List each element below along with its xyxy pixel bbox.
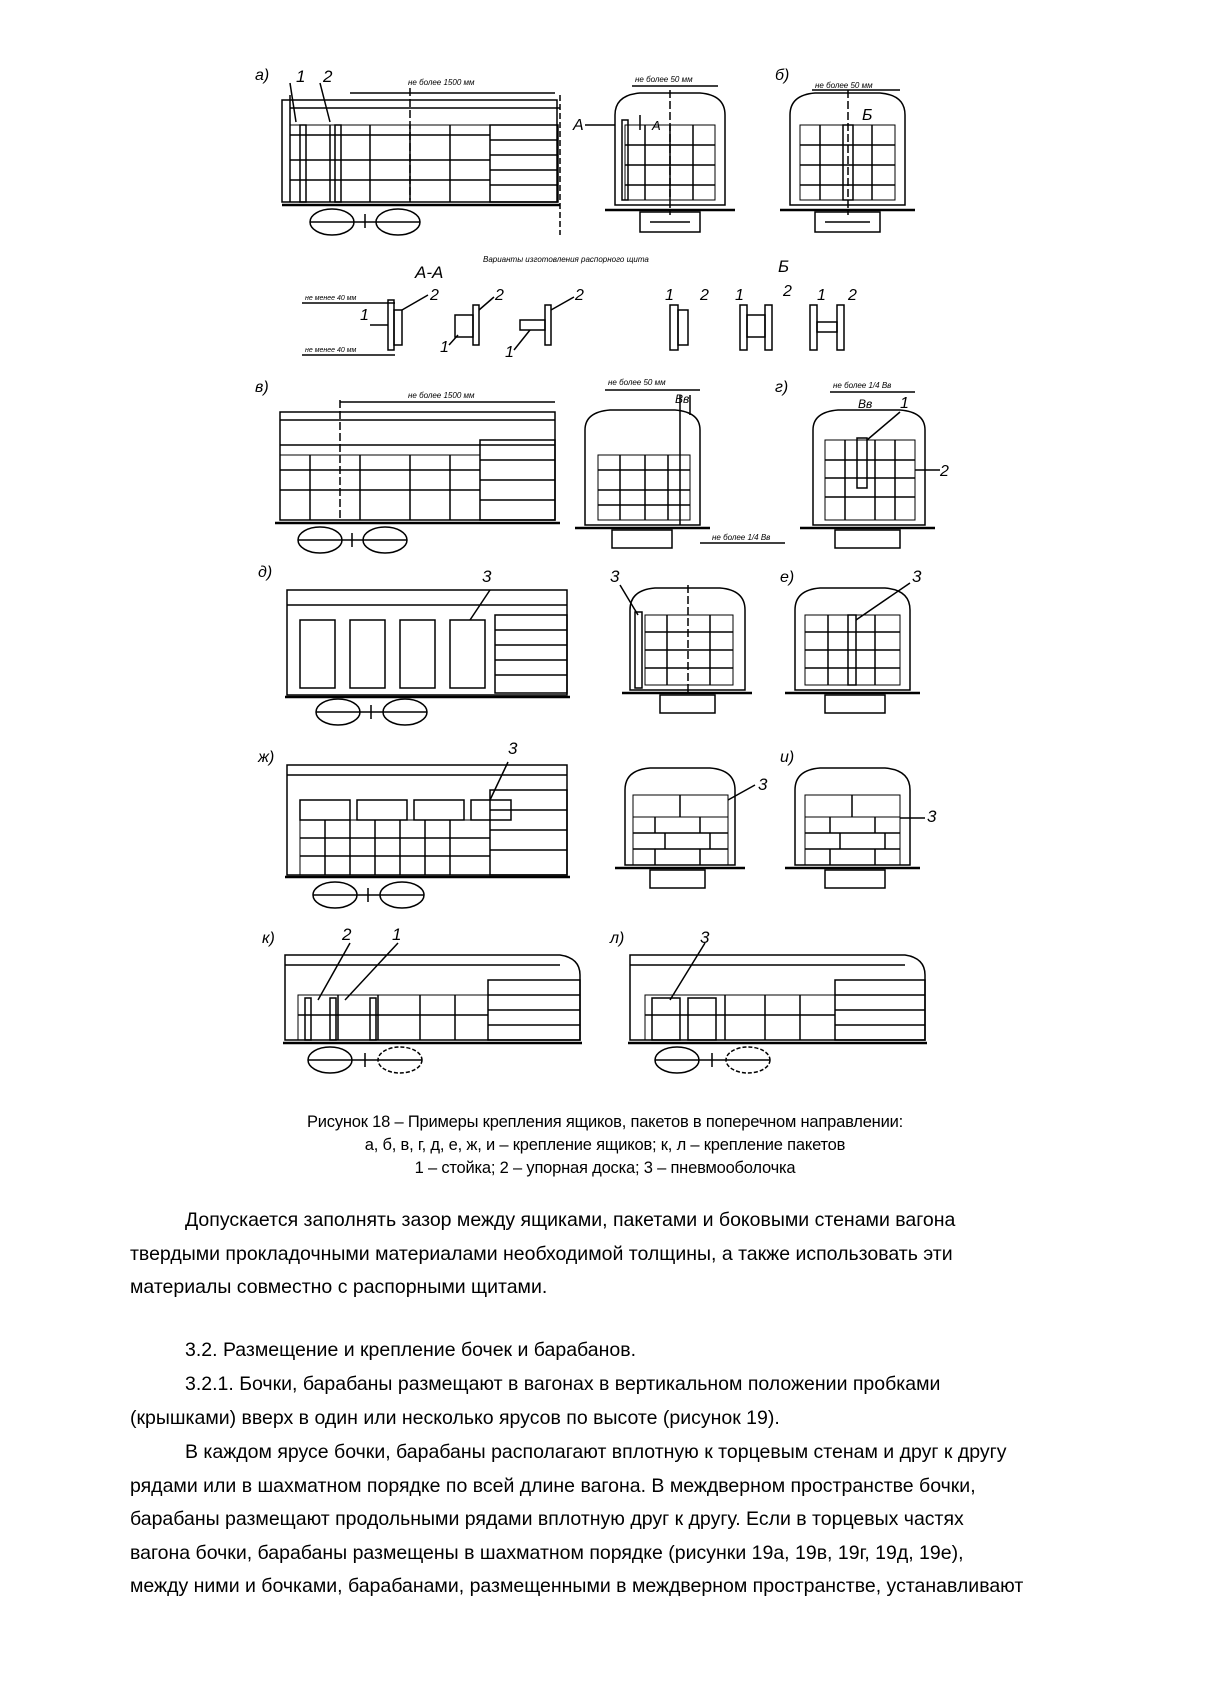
callout-3: 3 bbox=[912, 567, 922, 586]
panel-a-end-view bbox=[572, 75, 735, 232]
arrow-label-a: А bbox=[573, 117, 584, 134]
text-line: барабаны размещают продольными рядами вплотную друг к другу. Если в торцевых частях bbox=[130, 1508, 964, 1530]
callout-1: 1 bbox=[665, 287, 674, 304]
panel-label: а) bbox=[255, 67, 270, 84]
dimension-label: не менее 40 мм bbox=[305, 347, 357, 354]
panel-label: б) bbox=[775, 67, 790, 84]
text-line: между ними и бочками, барабанами, размещенными в междверном пространстве, устанавливают bbox=[130, 1575, 1024, 1597]
panel-label: л) bbox=[610, 930, 625, 947]
text-line: рядами или в шахматном порядке по всей длине вагона. В междверном пространстве бочки, bbox=[130, 1474, 976, 1497]
callout-2: 2 bbox=[430, 287, 439, 304]
callout-2: 2 bbox=[940, 463, 949, 480]
callout-1: 1 bbox=[392, 925, 402, 944]
panel-d-end-view bbox=[610, 567, 752, 713]
callout-1: 1 bbox=[360, 307, 369, 324]
callout-3: 3 bbox=[927, 807, 937, 826]
callout-1: 1 bbox=[735, 287, 744, 304]
callout-3: 3 bbox=[482, 567, 492, 586]
callout-1: 1 bbox=[296, 67, 306, 86]
dimension-label: не более 1500 мм bbox=[408, 391, 475, 400]
panel-g-end-view bbox=[775, 379, 949, 548]
callout-2: 2 bbox=[575, 287, 584, 304]
bv-label: Bв bbox=[675, 392, 690, 406]
text-line: (крышками) вверх в один или несколько ярусов по высоте (рисунок 19). bbox=[130, 1406, 780, 1429]
text-line: 3.2. Размещение и крепление бочек и барабанов. bbox=[185, 1339, 637, 1361]
dimension-label: не более 1/4 Bв bbox=[833, 381, 892, 390]
paragraph bbox=[130, 1204, 1100, 1305]
panel-a-side-view bbox=[255, 67, 560, 235]
dimension-label: не более 50 мм bbox=[635, 75, 693, 84]
callout-2: 2 bbox=[783, 283, 792, 300]
panel-label: к) bbox=[262, 930, 275, 947]
callout-3: 3 bbox=[758, 775, 768, 794]
callout-1: 1 bbox=[900, 395, 909, 412]
text-line: вагона бочки, барабаны размещены в шахматном порядке (рисунки 19а, 19в, 19г, 19д, 19е), bbox=[130, 1541, 964, 1564]
arrow-label-b: Б bbox=[862, 107, 873, 124]
panel-v-side-view bbox=[255, 379, 560, 553]
paragraph bbox=[130, 1436, 1100, 1604]
callout-1: 1 bbox=[505, 344, 514, 361]
dimension-label: не более 50 мм bbox=[608, 378, 666, 387]
text-line: твердыми прокладочными материалами необходимой толщины, а также использовать эти bbox=[130, 1242, 953, 1265]
dimension-label: не более 1/4 Bв bbox=[712, 533, 771, 542]
panel-k-side-view bbox=[262, 925, 582, 1073]
panel-zh-end-view bbox=[615, 768, 768, 888]
variants-caption: Варианты изготовления распорного щита bbox=[483, 255, 649, 264]
paragraph bbox=[130, 1368, 1100, 1435]
panel-label: ж) bbox=[258, 749, 275, 766]
callout-3: 3 bbox=[700, 928, 710, 947]
panel-label: и) bbox=[780, 749, 795, 766]
panel-i-end-view bbox=[780, 749, 937, 888]
panel-v-end-view bbox=[575, 378, 785, 548]
dimension-label: не более 1500 мм bbox=[408, 78, 475, 87]
panel-b-end-view bbox=[775, 67, 915, 232]
callout-2: 2 bbox=[848, 287, 857, 304]
callout-3: 3 bbox=[610, 567, 620, 586]
section-label-b: Б bbox=[778, 257, 790, 276]
callout-2: 2 bbox=[323, 67, 333, 86]
callout-2: 2 bbox=[700, 287, 709, 304]
text-line: Допускается заполнять зазор между ящиками, пакетами и боковыми стенами вагона bbox=[185, 1209, 956, 1231]
bv-label: Bв bbox=[858, 397, 873, 411]
callout-1: 1 bbox=[817, 287, 826, 304]
callout-1: 1 bbox=[440, 339, 449, 356]
caption-line: Рисунок 18 – Примеры крепления ящиков, пакетов в поперечном направлении: bbox=[306, 1113, 904, 1131]
panel-label: е) bbox=[780, 569, 795, 586]
caption-line: 1 – стойка; 2 – упорная доска; 3 – пневмооболочка bbox=[414, 1159, 796, 1177]
panel-label: в) bbox=[255, 379, 269, 396]
figure-caption bbox=[180, 1111, 1030, 1180]
panel-e-end-view bbox=[780, 567, 922, 713]
callout-2: 2 bbox=[342, 925, 352, 944]
caption-line: а, б, в, г, д, е, ж, и – крепление ящиков; к, л – крепление пакетов bbox=[364, 1136, 846, 1154]
text-line: 3.2.1. Бочки, барабаны размещают в вагонах в вертикальном положении пробками bbox=[185, 1373, 941, 1395]
panel-d-side-view bbox=[258, 564, 570, 725]
dimension-label: не более 50 мм bbox=[815, 81, 873, 90]
text-line: В каждом ярусе бочки, барабаны располагают вплотную к торцевым стенам и друг к другу bbox=[185, 1441, 1007, 1463]
arrow-label-a: А bbox=[652, 118, 661, 133]
callout-2: 2 bbox=[495, 287, 504, 304]
callout-3: 3 bbox=[508, 739, 518, 758]
panel-zh-side-view bbox=[257, 739, 570, 908]
dimension-label: не менее 40 мм bbox=[305, 295, 357, 302]
variants-section bbox=[302, 255, 857, 361]
panel-label: г) bbox=[775, 379, 789, 396]
section-heading bbox=[130, 1334, 1100, 1368]
panel-l-side-view bbox=[609, 928, 927, 1073]
section-label-a-a: А-А bbox=[415, 263, 444, 282]
panel-label: д) bbox=[258, 564, 273, 581]
text-line: материалы совместно с распорными щитами. bbox=[130, 1276, 548, 1298]
